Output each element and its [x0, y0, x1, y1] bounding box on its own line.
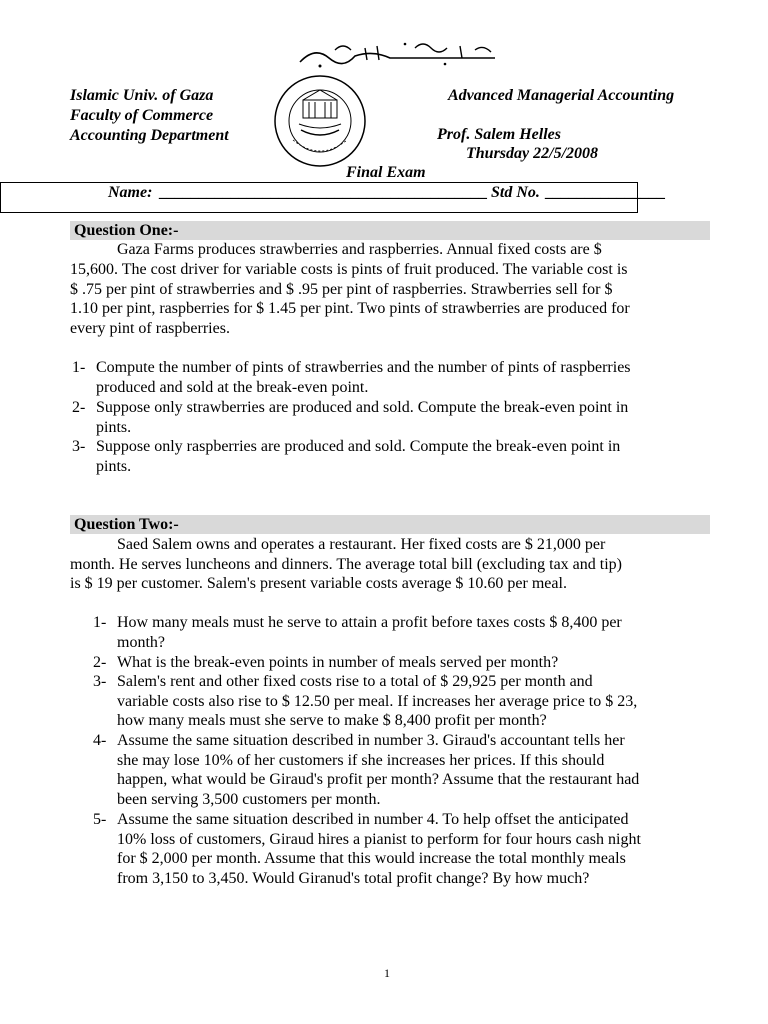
q2-item-text: month? — [117, 634, 165, 651]
q2-item-4 — [93, 731, 713, 811]
q1-item-2 — [72, 398, 712, 438]
q2-item-text: Assume the same situation described in number 3. Giraud's accountant tells her — [117, 732, 625, 749]
q2-item-text: variable costs also rise to $ 12.50 per meal. If increases her average price to $ 23, — [117, 693, 638, 710]
q2-item-text: how many meals must she serve to make $ 8,400 profit per month? — [117, 712, 547, 729]
student-number-field[interactable]: _______________ — [546, 184, 666, 201]
page-number: 1 — [384, 966, 390, 980]
q2-item-text: she may lose 10% of her customers if she increases her prices. If this should — [117, 752, 605, 769]
exam-date: Thursday 22/5/2008 — [466, 145, 599, 162]
question-one-title: Question One:- — [74, 222, 179, 239]
q1-intro-line: 1.10 per pint, raspberries for $ 1.45 per pint. Two pints of strawberries are produced for — [70, 300, 630, 317]
q2-item-number: 3- — [93, 673, 107, 690]
question-one-header — [70, 221, 710, 240]
q1-item-number: 3- — [72, 438, 86, 455]
bismillah-calligraphy — [295, 40, 510, 70]
q1-item-number: 1- — [72, 359, 86, 376]
question-two-title: Question Two:- — [74, 516, 179, 533]
question-two-header — [70, 515, 710, 534]
q2-item-text: for $ 2,000 per month. Assume that this would increase the total monthly meals — [117, 850, 626, 867]
q2-item-text: 10% loss of customers, Giraud hires a pianist to perform for four hours cash night — [117, 831, 641, 848]
q2-item-text: been serving 3,500 customers per month. — [117, 791, 381, 808]
q2-item-number: 1- — [93, 614, 107, 631]
q1-item-text: Suppose only raspberries are produced and sold. Compute the break-even point in — [96, 438, 621, 455]
q1-item-text: pints. — [96, 458, 132, 475]
name-label: Name: — [108, 184, 153, 201]
q2-item-number: 5- — [93, 811, 107, 828]
q2-item-number: 4- — [93, 732, 107, 749]
q1-item-text: Suppose only strawberries are produced and sold. Compute the break-even point in — [96, 399, 629, 416]
q2-item-text: happen, what would be Giraud's profit per month? Assume that the restaurant had — [117, 771, 640, 788]
q1-intro-line: Gaza Farms produces strawberries and raspberries. Annual fixed costs are $ — [117, 241, 602, 258]
q1-item-1 — [72, 358, 712, 398]
q2-item-5 — [93, 810, 713, 890]
q1-item-text: pints. — [96, 419, 132, 436]
q2-item-3 — [93, 672, 713, 732]
student-number-label: Std No. — [491, 184, 540, 201]
q2-intro-line: is $ 19 per customer. Salem's present variable costs average $ 10.60 per meal. — [70, 575, 567, 592]
name-field[interactable]: _________________________________________ — [160, 184, 488, 201]
q2-item-text: What is the break-even points in number of meals served per month? — [117, 654, 559, 671]
q1-item-number: 2- — [72, 399, 86, 416]
q2-item-text: How many meals must he serve to attain a profit before taxes costs $ 8,400 per — [117, 614, 622, 631]
q1-item-3 — [72, 437, 712, 477]
q2-item-2 — [93, 653, 713, 673]
q1-intro-line: every pint of raspberries. — [70, 320, 230, 337]
q1-item-text: produced and sold at the break-even point. — [96, 379, 369, 396]
course-title: Advanced Managerial Accounting — [448, 87, 675, 104]
exam-title: Final Exam — [346, 164, 426, 181]
university-seal — [273, 74, 367, 168]
q2-item-text: Assume the same situation described in number 4. To help offset the anticipated — [117, 811, 629, 828]
q1-intro-line: $ .75 per pint of strawberries and $ .95 per pint of raspberries. Strawberries sell for $ — [70, 281, 613, 298]
q2-item-number: 2- — [93, 654, 107, 671]
university-name: Islamic Univ. of Gaza — [70, 87, 214, 104]
q2-intro-line: Saed Salem owns and operates a restaurant. Her fixed costs are $ 21,000 per — [117, 536, 606, 553]
q2-item-1 — [93, 613, 713, 653]
q2-item-text: Salem's rent and other fixed costs rise to a total of $ 29,925 per month and — [117, 673, 593, 690]
q2-intro-line: month. He serves luncheons and dinners. The average total bill (excluding tax and tip) — [70, 556, 622, 573]
q1-item-text: Compute the number of pints of strawberries and the number of pints of raspberries — [96, 359, 631, 376]
q2-item-text: from 3,150 to 3,450. Would Giranud's total profit change? By how much? — [117, 870, 590, 887]
faculty-name: Faculty of Commerce — [70, 107, 214, 124]
department-name: Accounting Department — [70, 127, 229, 144]
professor-name: Prof. Salem Helles — [437, 126, 561, 143]
q1-intro-line: 15,600. The cost driver for variable costs is pints of fruit produced. The variable cost is — [70, 261, 628, 278]
